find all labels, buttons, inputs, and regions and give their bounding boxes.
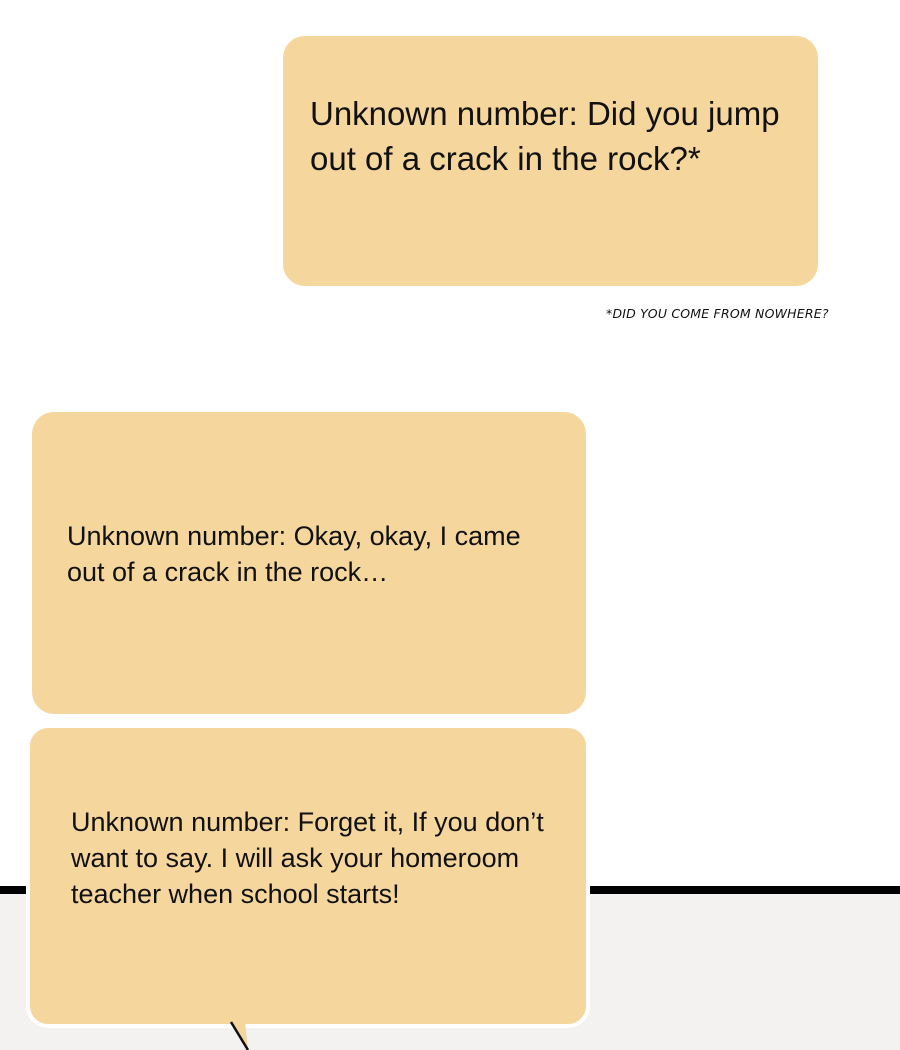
message-text-2: Unknown number: Okay, okay, I came out of a crack in the rock…	[67, 521, 521, 587]
message-text-3: Unknown number: Forget it, If you don’t want to say. I will ask your homeroom teacher when school starts!	[71, 807, 544, 909]
message-bubble-2	[32, 412, 586, 714]
speech-tail-icon	[230, 1022, 250, 1050]
translation-footnote: *DID YOU COME FROM NOWHERE?	[606, 306, 829, 321]
message-bubble-1	[283, 36, 818, 286]
message-bubble-3	[26, 724, 590, 1028]
message-text-1: Unknown number: Did you jump out of a crack in the rock?*	[310, 95, 780, 177]
